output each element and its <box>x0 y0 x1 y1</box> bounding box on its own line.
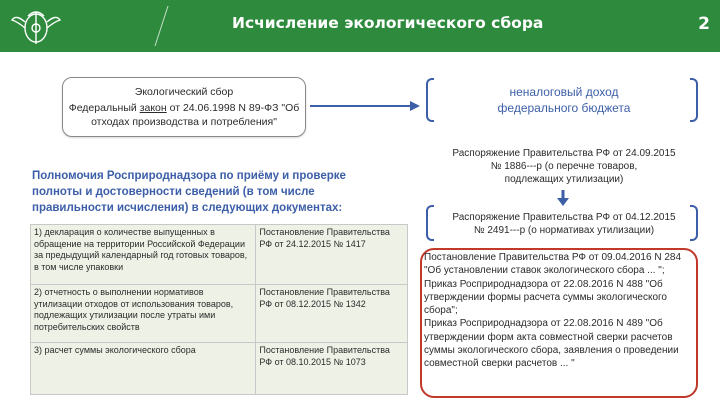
logo <box>0 0 76 52</box>
law-link[interactable]: закон <box>139 102 167 114</box>
order-1886 <box>432 147 696 186</box>
emblem-icon <box>6 4 66 48</box>
eco-law-line2: отходах производства и потребления" <box>91 116 277 128</box>
budget-line2: федерального бюджета <box>497 101 631 115</box>
budget-line1: неналоговый доход <box>509 85 619 99</box>
arrow-down-icon <box>556 190 570 206</box>
table-cell-act: Постановление Правительства РФ от 08.10.2015 № 1073 <box>256 343 408 395</box>
arrow-right-icon <box>310 100 420 112</box>
order-2491 <box>432 211 696 237</box>
table-row <box>31 285 408 343</box>
table-cell-doc: 2) отчетность о выполнении нормативов утилизации отходов от использования товаров, подлежащих утилизации после утраты ими потребительских свойств <box>31 285 256 343</box>
law-prefix: Федеральный <box>68 102 140 114</box>
budget-text <box>448 84 680 116</box>
bracket-left <box>426 78 434 122</box>
header-band <box>0 0 720 52</box>
order-1886-line2: № 1886---р (о перечне товаров, <box>490 161 638 172</box>
powers-heading: Полномочия Росприроднадзора по приёму и проверке полноты и достоверности сведений (в том числе правильности исчисления) в следующих документах: <box>32 170 346 214</box>
table-row <box>31 225 408 285</box>
table-cell-act: Постановление Правительства РФ от 08.12.2015 № 1342 <box>256 285 408 343</box>
order-2491-line2: № 2491---р (о нормативах утилизации) <box>473 225 655 236</box>
eco-fee-box <box>62 77 306 137</box>
orders-list <box>424 251 696 371</box>
table-cell-doc: 3) расчет суммы экологического сбора <box>31 343 256 395</box>
order-item: Приказ Росприроднадзора от 22.08.2016 N 489 "Об утверждении форм акта совместной сверки расчетов суммы экологического сбора, заявления о проведении совместной сверки расчетов ... " <box>424 318 679 370</box>
page-title: Исчисление экологического сбора <box>232 14 544 32</box>
table-row <box>31 343 408 395</box>
order-item: Приказ Росприроднадзора от 22.08.2016 N 488 "Об утверждении формы расчета суммы экологического сбора"; <box>424 278 667 317</box>
order-1886-line1: Распоряжение Правительства РФ от 24.09.2015 <box>452 148 676 159</box>
bracket-right <box>690 78 698 122</box>
table-cell-doc: 1) декларация о количестве выпущенных в обращение на территории Российской Федерации за предыдущий календарный год готовых товаров, в том числе упаковки <box>31 225 256 285</box>
order-2491-line1: Распоряжение Правительства РФ от 04.12.2015 <box>452 212 676 223</box>
eco-fee-title: Экологический сбор <box>134 86 234 98</box>
page-number: 2 <box>698 14 710 34</box>
law-suffix: от 24.06.1998 N 89-ФЗ "Об <box>166 102 300 114</box>
eco-law-line <box>63 101 305 115</box>
documents-table <box>30 224 408 395</box>
header-divider <box>134 6 169 46</box>
order-1886-line3: подлежащих утилизации) <box>504 174 624 185</box>
order-item: Постановление Правительства РФ от 09.04.2016 N 284 "Об установлении ставок экологического сбора ... "; <box>424 252 682 277</box>
table-cell-act: Постановление Правительства РФ от 24.12.2015 № 1417 <box>256 225 408 285</box>
